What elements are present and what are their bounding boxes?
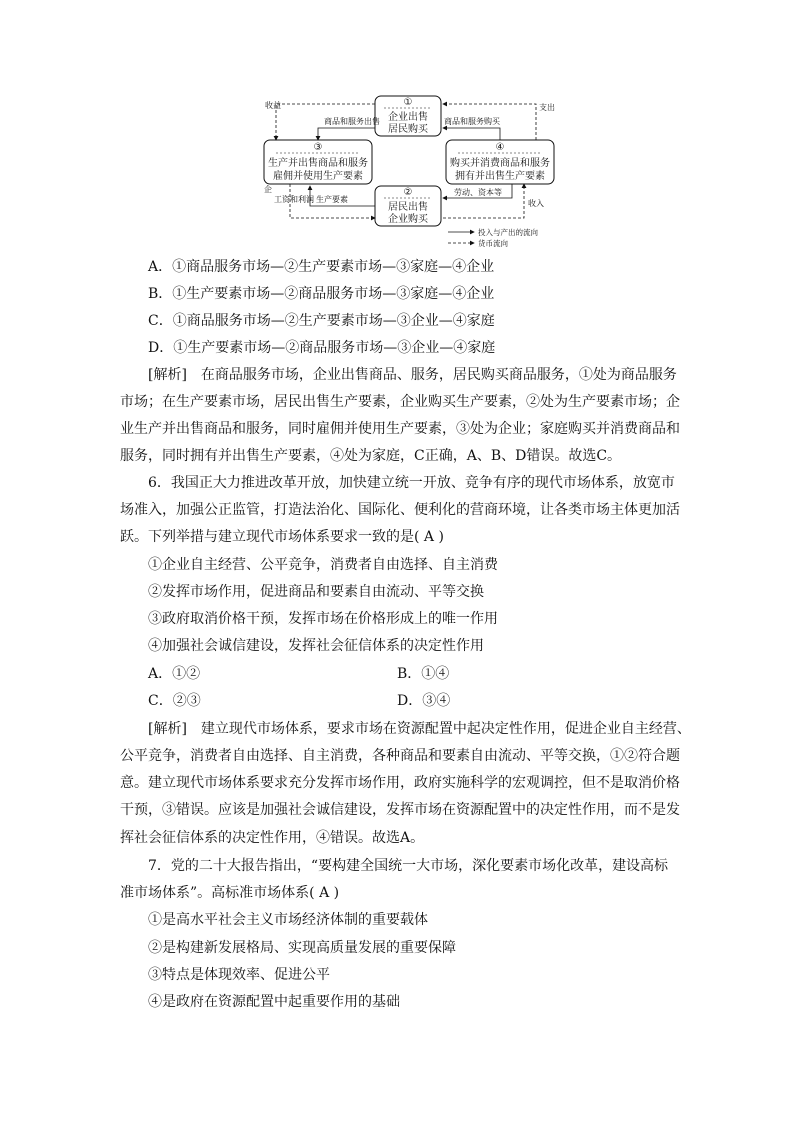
legend-solid: 投入与产出的流向 [478, 228, 538, 237]
q5-analysis-line: 市场；在生产要素市场，居民出售生产要素，企业购买生产要素，②处为生产要素市场；企 [120, 394, 680, 410]
label-wages: 工资和利润 [274, 195, 314, 204]
legend-dashed: 货币流向 [478, 239, 508, 248]
circular-flow-diagram [262, 92, 562, 252]
box-2-num: ② [403, 187, 413, 198]
q6-analysis-line: 挥社会征信体系的决定性作用，④错误。故选A。 [120, 830, 425, 846]
q7-item: ①是高水平社会主义市场经济体制的重要载体 [148, 912, 428, 928]
q6-item: ④加强社会诚信建设，发挥社会征信体系的决定性作用 [148, 638, 484, 654]
q6-analysis-line: [解析] 建立现代市场体系，要求市场在资源配置中起决定性作用，促进企业自主经营、 [148, 721, 691, 737]
q6-analysis-line: 公平竞争，消费者自由选择、自主消费，各种商品和要素自由流动、平等交换，①②符合题 [120, 748, 680, 764]
label-income: 收入 [528, 199, 544, 208]
box-3-line2: 雇佣并使用生产要素 [273, 171, 363, 182]
q7-item: ③特点是体现效率、促进公平 [148, 967, 330, 983]
box-1-num: ① [403, 97, 413, 108]
q6-analysis-line: 意。建立现代市场体系要求充分发挥市场作用，政府实施科学的宏观调控，但不是取消价格 [120, 775, 680, 791]
label-goods-sold: 商品和服务出售 [324, 117, 380, 126]
box-2-line2: 企业购买 [388, 214, 428, 225]
q6-option-d: D．③④ [397, 693, 451, 709]
q5-option-b: B．①生产要素市场—②商品服务市场—③家庭—④企业 [148, 286, 495, 302]
q6-option-c: C．②③ [148, 693, 201, 709]
box-1-line2: 居民购买 [388, 124, 428, 135]
label-goods-bought: 商品和服务购买 [444, 117, 500, 126]
q6-item: ③政府取消价格干预，发挥市场在价格形成上的唯一作用 [148, 611, 498, 627]
box-4-line2: 拥有并出售生产要素 [455, 171, 545, 182]
q6-stem-line: 场准入，加强公正监管，打造法治化、国际化、便利化的营商环境，让各类市场主体更加活 [120, 502, 680, 518]
box-2-line1: 居民出售 [388, 202, 428, 213]
q7-item: ②是构建新发展格局、实现高质量发展的重要保障 [148, 940, 456, 956]
q5-option-d: D．①生产要素市场—②商品服务市场—③企业—④家庭 [148, 340, 496, 356]
box-3-num: ③ [313, 142, 323, 153]
q6-option-b: B．①④ [397, 666, 450, 682]
label-expense: 支出 [539, 103, 555, 112]
q5-analysis-line: 业生产并出售商品和服务，同时雇佣并使用生产要素，③处为企业；家庭购买并消费商品和 [120, 421, 680, 437]
label-factors: 生产要素 [316, 195, 348, 204]
box-1-line1: 企业出售 [388, 112, 428, 123]
q7-stem-line: 准市场体系”。高标准市场体系( A ) [120, 885, 340, 901]
box-4-line1: 购买并消费商品和服务 [450, 158, 550, 169]
q6-analysis-line: 干预，③错误。应该是加强社会诚信建设，发挥市场在资源配置中的决定性作用，而不是发 [120, 802, 680, 818]
q6-item: ②发挥市场作用，促进商品和要素自由流动、平等交换 [148, 584, 484, 600]
q7-item: ④是政府在资源配置中起重要作用的基础 [148, 994, 400, 1010]
q5-analysis-line: [解析] 在商品服务市场，企业出售商品、服务，居民购买商品服务，①处为商品服务 [148, 367, 677, 383]
q7-stem-line: 7．党的二十大报告指出，“要构建全国统一大市场，深化要素市场化改革，建设高标 [148, 858, 669, 874]
box-3-line1: 生产并出售商品和服务 [268, 158, 368, 169]
q5-option-c: C．①商品服务市场—②生产要素市场—③企业—④家庭 [148, 313, 495, 329]
box-4-num: ④ [495, 142, 505, 153]
q5-analysis-line: 服务，同时拥有并出售生产要素，④处为家庭，C正确，A、B、D错误。故选C。 [120, 448, 622, 464]
label-firms: 企 [264, 185, 272, 194]
label-labor-capital: 劳动、资本等 [454, 188, 502, 197]
q6-stem-line: 跃。下列举措与建立现代市场体系要求一致的是( A ) [120, 529, 444, 545]
q6-option-a: A．①② [148, 666, 201, 682]
q5-option-a: A．①商品服务市场—②生产要素市场—③家庭—④企业 [148, 259, 495, 275]
label-revenue: 收益 [265, 101, 281, 110]
q6-item: ①企业自主经营、公平竞争，消费者自由选择、自主消费 [148, 557, 498, 573]
q6-stem-line: 6．我国正大力推进改革开放，加快建立统一开放、竞争有序的现代市场体系，放宽市 [148, 475, 675, 491]
